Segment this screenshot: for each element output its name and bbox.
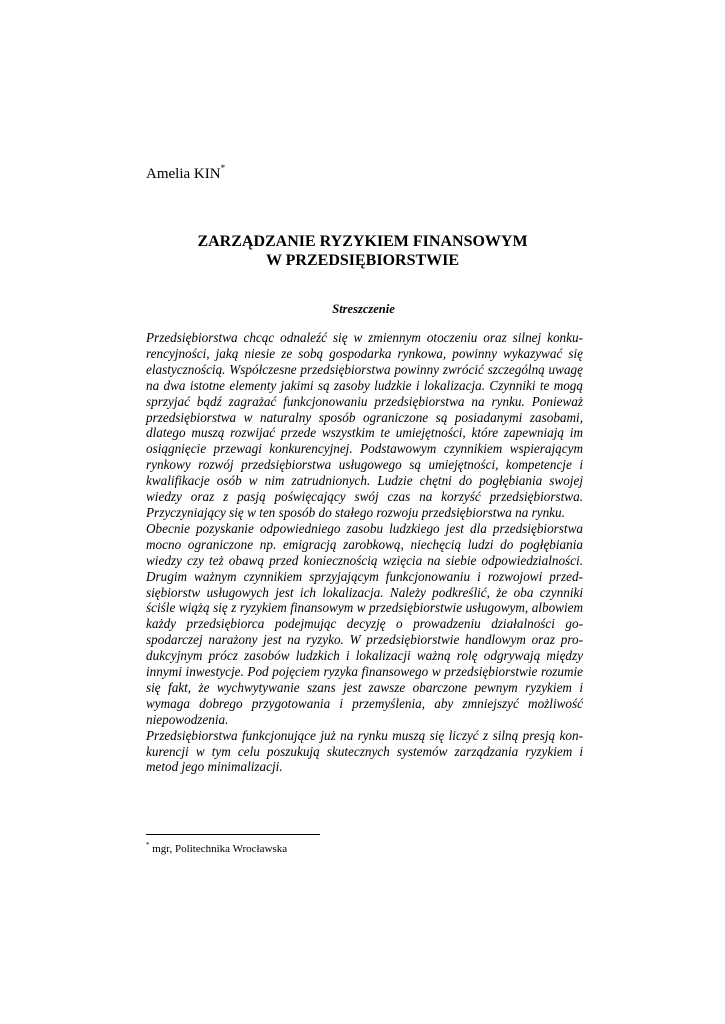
author-name: Amelia KIN	[146, 166, 221, 182]
abstract-paragraph-1: Przedsiębiorstwa chcąc odnaleźć się w zmiennym otoczeniu oraz silnej konkurencyjności, jaką niesie ze sobą gospodarka rynkowa, powinny wykazywać się elastycznością. Współczesne przedsiębiorstwa powinny zwrócić szczególną uwagę na dwa istotne elementy jakimi są zasoby ludzkie i lokalizacja. Czynniki te mogą sprzyjać bądź zagrażać funkcjonowaniu przedsiębiorstwa na rynku. Ponieważ przedsiębiorstwa w naturalny sposób ograniczone są posiadanymi zasobami, dlatego muszą rozwijać przede wszystkim te umiejętności, które zapewniają im osiągnięcie przewagi konkurencyjnej. Podstawowym czynnikiem wspierającym rynkowy rozwój przedsiębiorstwa usługowego są umiejętności, kompetencje i kwalifikacje osób w nim zatrudnionych. Ludzie chętni do pogłębiania swojej wiedzy oraz z pasją poświęcający swój czas na korzyść przedsiębiorstwa. Przyczyniający się w ten sposób do stałego rozwoju przedsiębiorstwa na rynku.	[146, 330, 583, 520]
paper-title	[110, 232, 615, 270]
footnote-text: mgr, Politechnika Wrocławska	[149, 843, 288, 855]
abstract-heading: Streszczenie	[332, 302, 395, 316]
title-line-1: ZARZĄDZANIE RYZYKIEM FINANSOWYM	[197, 233, 528, 250]
footnote-mark: *	[146, 841, 150, 849]
author-line	[146, 165, 225, 183]
abstract-body	[146, 330, 583, 775]
abstract-paragraph-2: Obecnie pozyskanie odpowiedniego zasobu ludzkiego jest dla przedsiębiorstwa mocno ograniczone np. emigracją zarobkową, niechęcią ludzi do pogłębiania wiedzy czy też obawą przed koniecznością wzięcia na siebie odpowiedzialności. Drugim ważnym czynnikiem sprzyjającym funkcjonowaniu i rozwojowi przedsiębiorstw usługowych jest ich lokalizacja. Należy podkreślić, że oba czynniki ściśle wiążą się z ryzykiem finansowym w przedsiębiorstwie usługowym, albowiem każdy przedsiębiorca podejmując decyzję o prowadzeniu działalności gospodarczej narażony jest na ryzyko. W przedsiębiorstwie handlowym oraz produkcyjnym prócz zasobów ludzkich i lokalizacji ważną rolę odgrywają między innymi inwestycje. Pod pojęciem ryzyka finansowego w przedsiębiorstwie rozumie się fakt, że wychwytywanie szans jest zawsze obarczone pewnym ryzykiem i wymaga dobrego przygotowania i przemyślenia, aby zmniejszyć możliwość niepowodzenia.	[146, 520, 583, 727]
author-footnote-mark: *	[220, 163, 226, 173]
title-line-2: W PRZEDSIĘBIORSTWIE	[265, 252, 460, 269]
abstract-paragraph-3: Przedsiębiorstwa funkcjonujące już na rynku muszą się liczyć z silną presją konkurencji w tym celu poszukują skutecznych systemów zarządzania ryzykiem i metod jego minimalizacji.	[146, 727, 583, 775]
footnote	[146, 843, 287, 856]
footnote-divider	[146, 834, 320, 835]
